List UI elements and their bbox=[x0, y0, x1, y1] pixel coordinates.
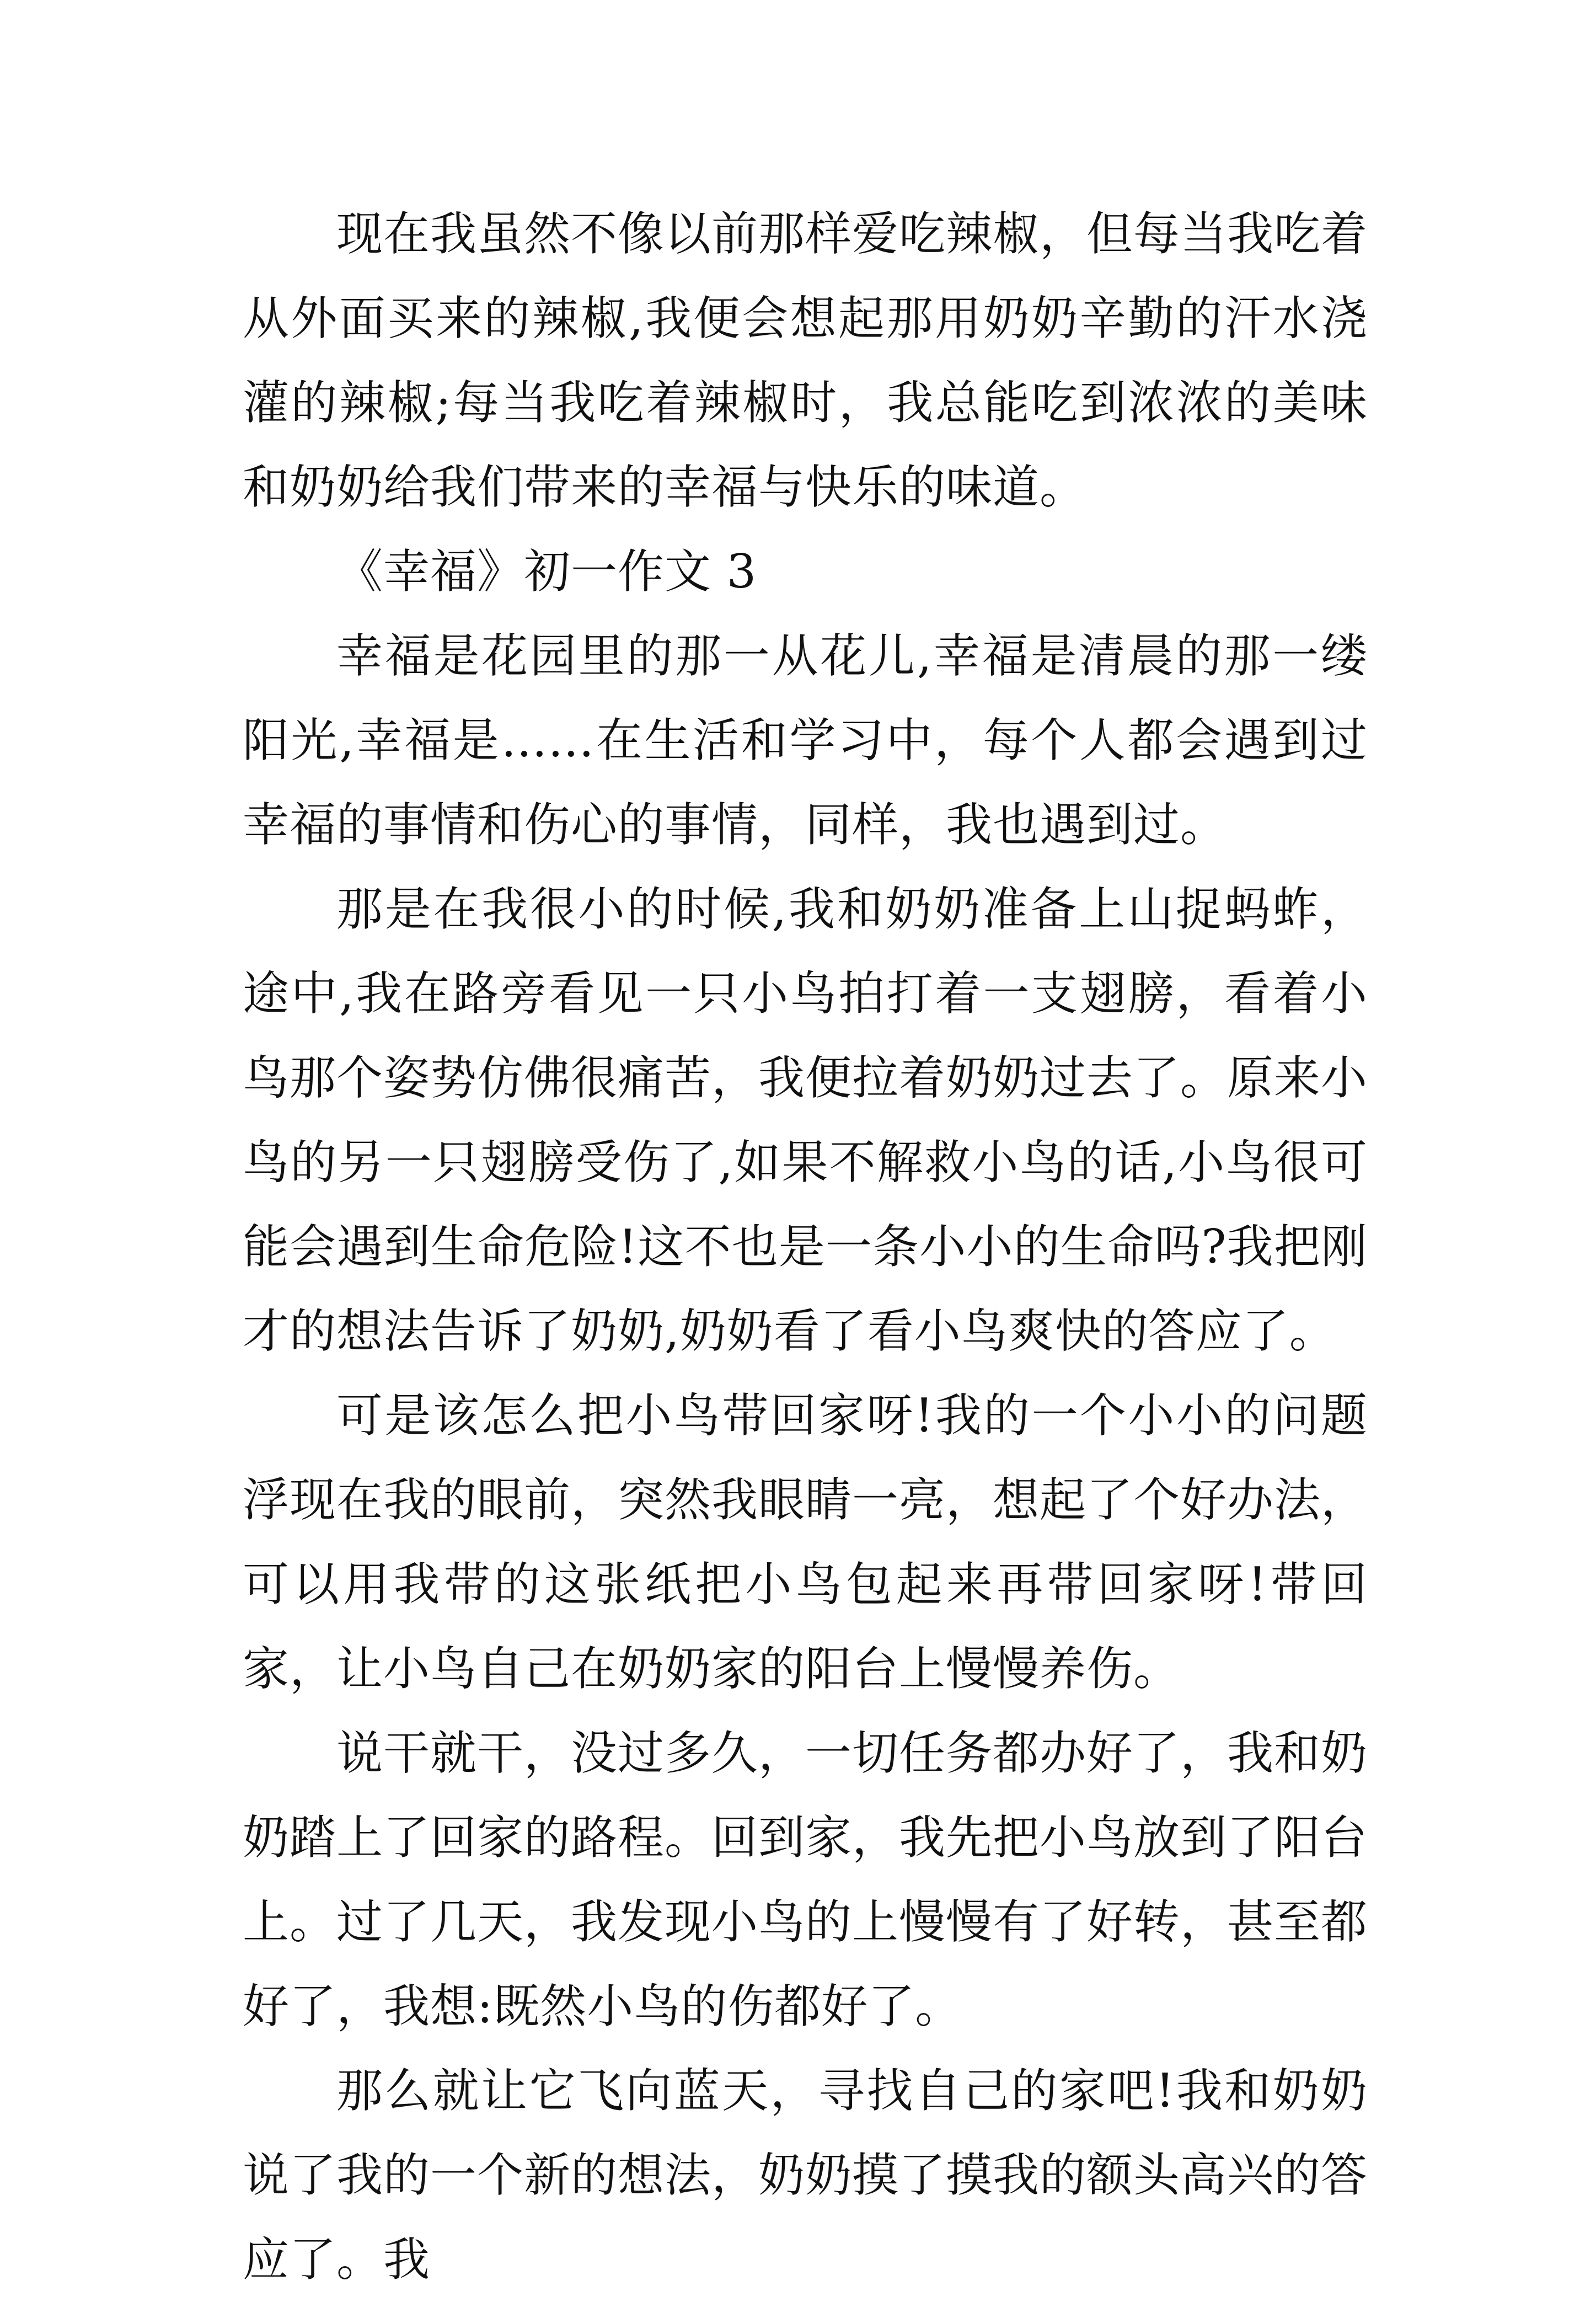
document-body bbox=[243, 192, 1368, 2302]
paragraph: 那么就让它飞向蓝天，寻找自己的家吧!我和奶奶说了我的一个新的想法，奶奶摸了摸我的额头高兴的答应了。我 bbox=[243, 2064, 1368, 2287]
essay-title: 《幸福》初一作文 3 bbox=[336, 544, 757, 599]
paragraph: 说干就干，没过多久，一切任务都办好了，我和奶奶踏上了回家的路程。回到家，我先把小鸟放到了阳台上。过了几天，我发现小鸟的上慢慢有了好转，甚至都好了，我想:既然小鸟的伤都好了。 bbox=[243, 1726, 1368, 2033]
paragraph: 现在我虽然不像以前那样爱吃辣椒，但每当我吃着从外面买来的辣椒,我便会想起那用奶奶辛勤的汗水浇灌的辣椒;每当我吃着辣椒时，我总能吃到浓浓的美味和奶奶给我们带来的幸福与快乐的味道。 bbox=[243, 207, 1368, 514]
paragraph: 可是该怎么把小鸟带回家呀!我的一个小小的问题浮现在我的眼前，突然我眼睛一亮，想起了个好办法，可以用我带的这张纸把小鸟包起来再带回家呀!带回家，让小鸟自己在奶奶家的阳台上慢慢养伤。 bbox=[243, 1388, 1368, 1696]
paragraph: 幸福是花园里的那一从花儿,幸福是清晨的那一缕阳光,幸福是……在生活和学习中，每个人都会遇到过幸福的事情和伤心的事情，同样，我也遇到过。 bbox=[243, 629, 1368, 852]
paragraph: 那是在我很小的时候,我和奶奶准备上山捉蚂蚱，途中,我在路旁看见一只小鸟拍打着一支翅膀，看着小鸟那个姿势仿佛很痛苦，我便拉着奶奶过去了。原来小鸟的另一只翅膀受伤了,如果不解救小鸟的话,小鸟很可能会遇到生命危险!这不也是一条小小的生命吗?我把刚才的想法告诉了奶奶,奶奶看了看小鸟爽快的答应了。 bbox=[243, 882, 1368, 1358]
